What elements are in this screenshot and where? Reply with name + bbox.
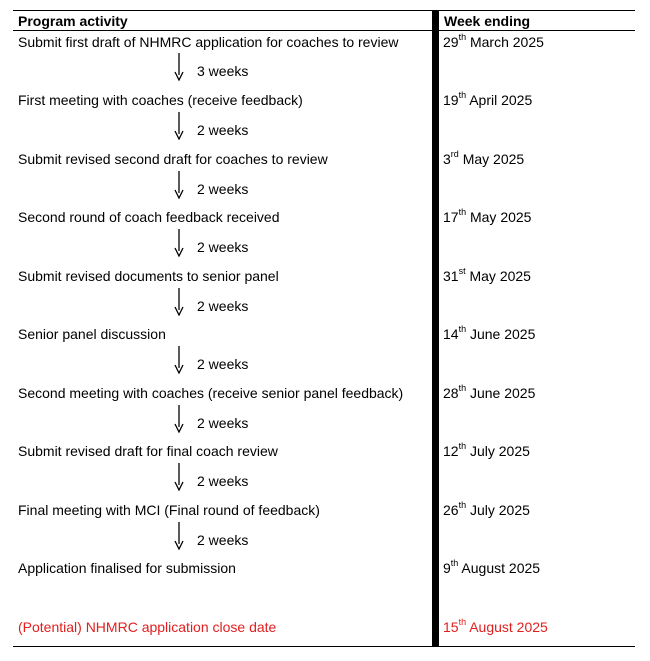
date-day: 9	[443, 560, 451, 576]
deadline-activity-cell: (Potential) NHMRC application close date	[18, 619, 277, 635]
header-underline	[13, 30, 635, 31]
date-day: 19	[443, 92, 459, 108]
activity-cell: Submit first draft of NHMRC application for coaches to review	[18, 34, 399, 50]
date-month-year: August 2025	[458, 560, 541, 576]
date-suffix: th	[458, 324, 467, 335]
interval-label: 2 weeks	[197, 356, 249, 372]
date-cell	[443, 32, 544, 52]
date-month-year: April 2025	[466, 92, 533, 108]
date-month-year: July 2025	[466, 443, 530, 459]
down-arrow-icon	[174, 288, 184, 316]
date-suffix: th	[458, 207, 467, 218]
activity-cell: Senior panel discussion	[18, 326, 166, 342]
date-day: 14	[443, 326, 459, 342]
header-program-activity: Program activity	[18, 13, 128, 29]
interval-label: 2 weeks	[197, 122, 249, 138]
activity-cell: Submit revised draft for final coach review	[18, 443, 278, 459]
date-cell	[443, 383, 535, 403]
interval-label: 2 weeks	[197, 532, 249, 548]
date-day: 26	[443, 502, 459, 518]
down-arrow-icon	[174, 171, 184, 199]
column-divider	[432, 10, 439, 647]
date-suffix: th	[458, 32, 467, 43]
down-arrow-icon	[174, 346, 184, 374]
date-month-year: May 2025	[466, 209, 532, 225]
date-month-year: June 2025	[466, 326, 536, 342]
date-month-year: May 2025	[465, 268, 531, 284]
date-day: 15	[443, 619, 459, 635]
interval-label: 2 weeks	[197, 298, 249, 314]
date-month-year: July 2025	[466, 502, 530, 518]
activity-cell: Second round of coach feedback received	[18, 209, 280, 225]
activity-cell: Application finalised for submission	[18, 560, 236, 576]
activity-cell: Submit revised second draft for coaches to review	[18, 151, 328, 167]
date-month-year: June 2025	[466, 385, 536, 401]
down-arrow-icon	[174, 463, 184, 491]
activity-cell: Submit revised documents to senior panel	[18, 268, 279, 284]
down-arrow-icon	[174, 405, 184, 433]
date-suffix: th	[458, 441, 467, 452]
date-month-year: March 2025	[466, 34, 544, 50]
date-cell	[443, 558, 540, 578]
date-day: 12	[443, 443, 459, 459]
date-cell	[443, 324, 535, 344]
interval-label: 2 weeks	[197, 181, 249, 197]
date-cell	[443, 500, 530, 520]
date-suffix: th	[458, 383, 467, 394]
date-day: 28	[443, 385, 459, 401]
interval-label: 2 weeks	[197, 473, 249, 489]
date-suffix: th	[458, 90, 467, 101]
date-cell	[443, 441, 530, 461]
interval-label: 2 weeks	[197, 415, 249, 431]
date-suffix: th	[450, 558, 459, 569]
activity-cell: Final meeting with MCI (Final round of feedback)	[18, 502, 320, 518]
date-cell	[443, 90, 532, 110]
deadline-date-cell	[443, 617, 548, 637]
date-suffix: th	[458, 617, 467, 628]
date-day: 3	[443, 151, 451, 167]
table-bottom-border	[13, 646, 635, 647]
date-suffix: rd	[450, 149, 459, 160]
date-day: 29	[443, 34, 459, 50]
date-suffix: th	[458, 500, 467, 511]
date-cell	[443, 149, 524, 169]
down-arrow-icon	[174, 522, 184, 550]
date-month-year: August 2025	[466, 619, 548, 635]
date-month-year: May 2025	[458, 151, 525, 167]
activity-cell: Second meeting with coaches (receive senior panel feedback)	[18, 385, 404, 401]
table-top-border	[13, 10, 635, 11]
date-cell	[443, 266, 531, 286]
activity-cell: First meeting with coaches (receive feedback)	[18, 92, 303, 108]
header-week-ending: Week ending	[444, 13, 531, 29]
down-arrow-icon	[174, 229, 184, 257]
interval-label: 3 weeks	[197, 63, 249, 79]
date-cell	[443, 207, 531, 227]
date-day: 31	[443, 268, 459, 284]
date-suffix: st	[458, 266, 466, 277]
date-day: 17	[443, 209, 459, 225]
down-arrow-icon	[174, 53, 184, 81]
down-arrow-icon	[174, 112, 184, 140]
interval-label: 2 weeks	[197, 239, 249, 255]
